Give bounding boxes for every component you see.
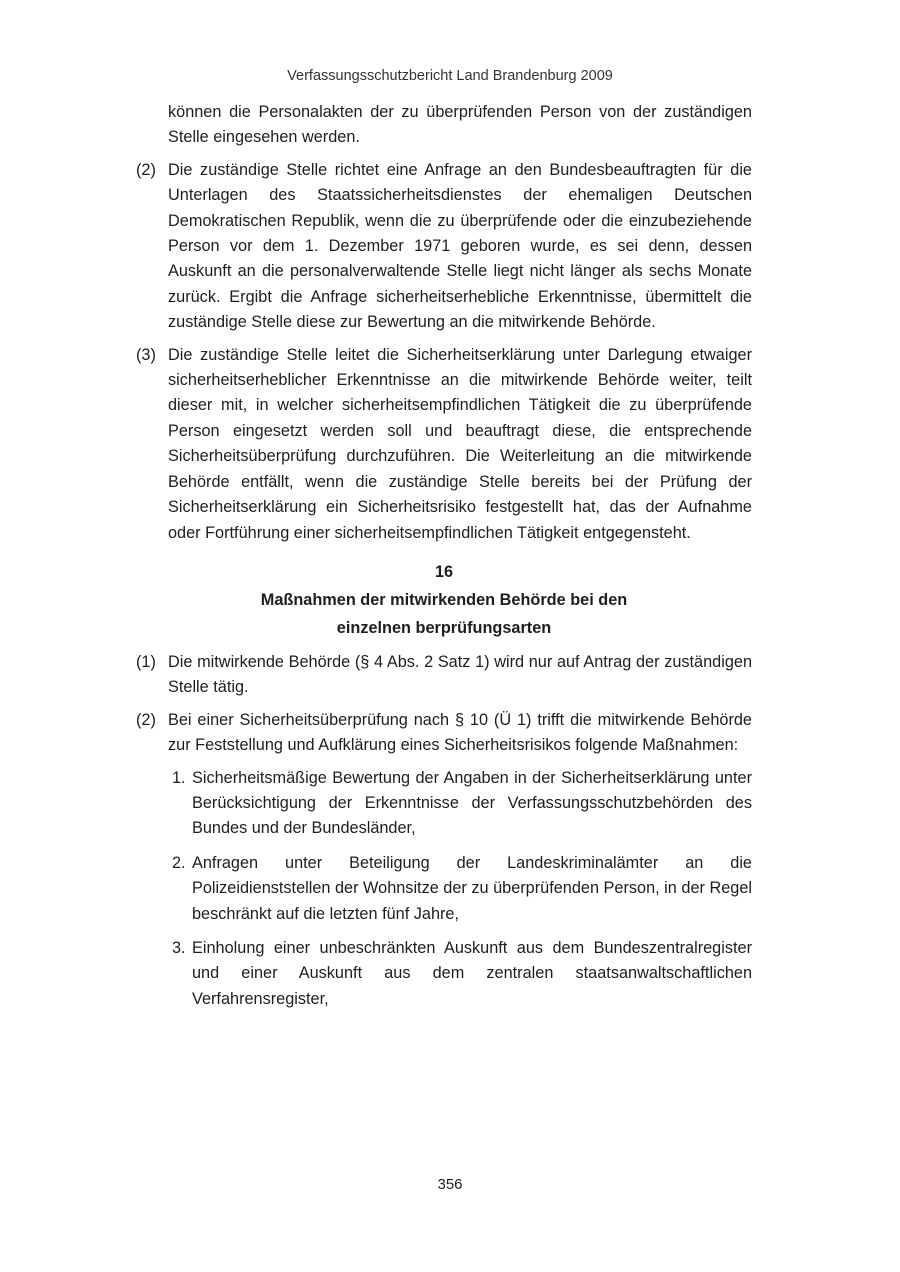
page-content	[136, 100, 752, 1021]
list-item-text: Einholung einer unbeschränkten Auskunft aus dem Bundeszentralregister und einer Auskunft aus dem zentralen staatsanwaltschaftlichen Verfahrensregister,	[192, 938, 752, 1008]
running-header: Verfassungsschutzbericht Land Brandenburg 2009	[287, 68, 613, 84]
paragraph-number: (2)	[136, 160, 156, 179]
section-number: 16	[434, 562, 454, 581]
section-heading	[136, 558, 752, 642]
paragraph-text: Die zuständige Stelle leitet die Sicherheitserklärung unter Darlegung etwaiger sicherheitserheblicher Erkenntnisse an die mitwirkende Behörde weiter, teilt dieser mit, in welcher sicherheitsempfindlichen Tätigkeit die zu überprüfende Person eingesetzt werden soll und beauftragt diese, die entsprechende Sicherheitsüberprüfung durchzuführen. Die Weiterleitung an die mitwirkende Behörde entfällt, wenn die zuständige Stelle bereits bei der Prüfung der Sicherheitserklärung ein Sicherheitsrisiko festgestellt hat, das der Aufnahme oder Fortführung einer sicherheitsempfindlichen Tätigkeit entgegensteht.	[168, 345, 752, 542]
list-item	[172, 851, 752, 927]
list-item-number: 3.	[172, 938, 186, 957]
section-paragraph-2	[136, 708, 752, 759]
measures-list	[172, 766, 752, 1013]
paragraph-text: Bei einer Sicherheitsüberprüfung nach § 10 (Ü 1) trifft die mitwirkende Behörde zur Feststellung und Aufklärung eines Sicherheitsrisikos folgende Maßnahmen:	[168, 710, 752, 755]
paragraph-number: (1)	[136, 652, 156, 671]
paragraph-text: Die mitwirkende Behörde (§ 4 Abs. 2 Satz 1) wird nur auf Antrag der zuständigen Stelle tätig.	[168, 652, 752, 697]
paragraph-3	[136, 343, 752, 546]
section-paragraph-1	[136, 650, 752, 701]
list-item-number: 2.	[172, 853, 186, 872]
paragraph-number: (2)	[136, 710, 156, 729]
paragraph-text: Die zuständige Stelle richtet eine Anfrage an den Bundesbeauftragten für die Unterlagen des Staatssicherheitsdienstes der ehemaligen Deutschen Demokratischen Republik, wenn die zu überprüfende oder die einzubeziehende Person vor dem 1. Dezember 1971 geboren wurde, es sei denn, dessen Auskunft an die personalverwaltende Stelle liegt nicht länger als sechs Monate zurück. Ergibt die Anfrage sicherheitserhebliche Erkenntnisse, übermittelt die zuständige Stelle diese zur Bewertung an die mitwirkende Behörde.	[168, 160, 752, 332]
paragraph-number: (3)	[136, 345, 156, 364]
section-title-line-1: Maßnahmen der mitwirkenden Behörde bei den	[260, 590, 628, 609]
section-title-line-2: einzelnen berprüfungsarten	[336, 618, 552, 637]
list-item-text: Anfragen unter Beteiligung der Landeskriminalämter an die Polizeidienststellen der Wohnsitze der zu überprüfenden Person, in der Regel beschränkt auf die letzten fünf Jahre,	[192, 853, 752, 923]
continuation-paragraph: können die Personalakten der zu überprüfenden Person von der zuständigen Stelle eingesehen werden.	[168, 103, 752, 147]
page-number: 356	[437, 1176, 463, 1193]
list-item	[172, 766, 752, 842]
list-item-text: Sicherheitsmäßige Bewertung der Angaben in der Sicherheitserklärung unter Berücksichtigung der Erkenntnisse der Verfassungsschutzbehörden des Bundes und der Bundesländer,	[192, 768, 752, 838]
list-item-number: 1.	[172, 768, 186, 787]
list-item	[172, 936, 752, 1012]
paragraph-2	[136, 158, 752, 336]
